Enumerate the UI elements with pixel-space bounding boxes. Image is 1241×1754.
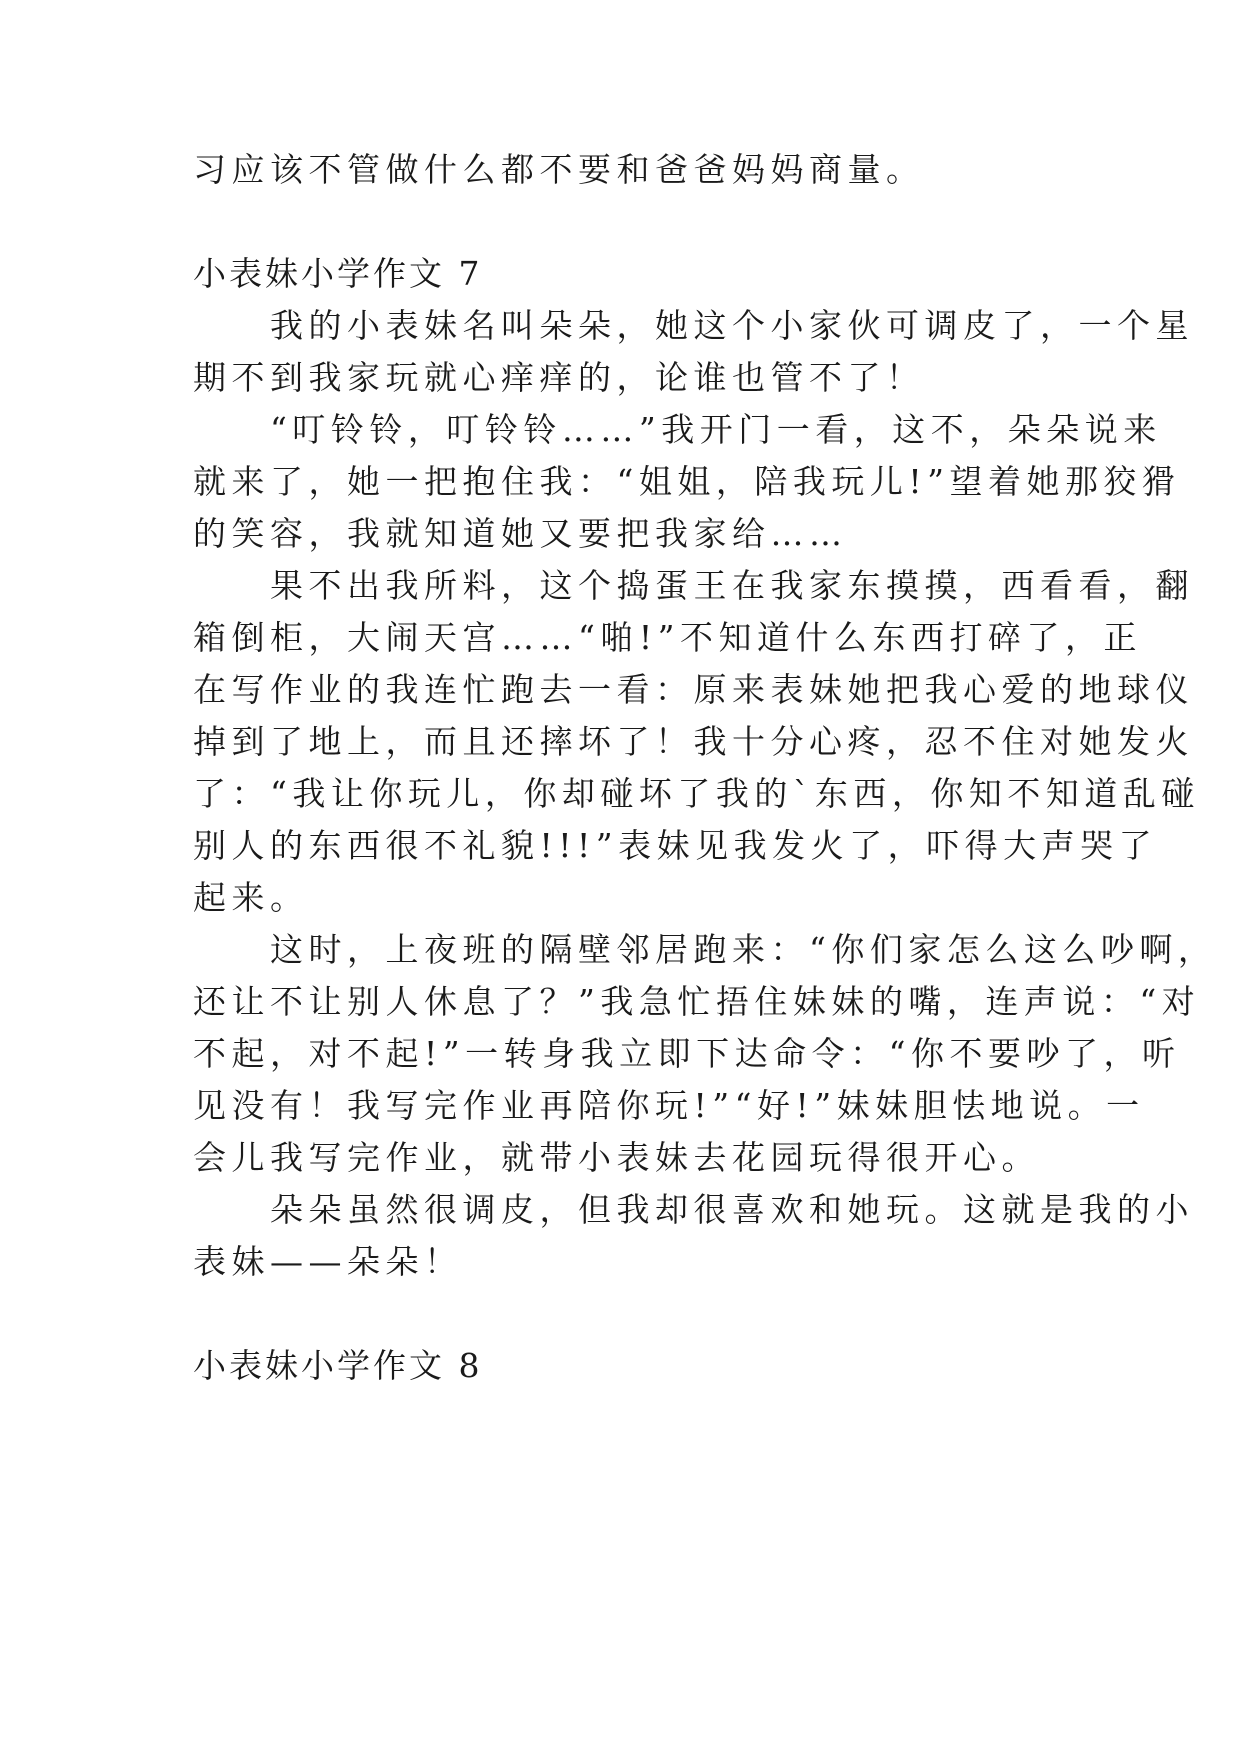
paragraph-line: 不起，对不起!”一转身我立即下达命令：“你不要吵了，听 [193, 1034, 1181, 1073]
paragraph-line: 果不出我所料，这个捣蛋王在我家东摸摸，西看看，翻 [193, 566, 1194, 605]
paragraph-line: 见没有！我写完作业再陪你玩!”“好!”妹妹胆怯地说。一 [193, 1086, 1145, 1125]
paragraph-line: 还让不让别人休息了？”我急忙捂住妹妹的嘴，连声说：“对 [193, 982, 1201, 1021]
section-heading: 小表妹小学作文 8 [193, 1346, 483, 1385]
section-heading: 小表妹小学作文 7 [193, 254, 483, 293]
paragraph-line: 就来了，她一把抱住我：“姐姐，陪我玩儿!”望着她那狡猾 [193, 462, 1181, 501]
paragraph-line: 在写作业的我连忙跑去一看：原来表妹她把我心爱的地球仪 [193, 670, 1194, 709]
paragraph-line: 别人的东西很不礼貌!!!”表妹见我发火了，吓得大声哭了 [193, 826, 1158, 865]
paragraph-line: 朵朵虽然很调皮，但我却很喜欢和她玩。这就是我的小 [193, 1190, 1194, 1229]
paragraph-line: 了：“我让你玩儿，你却碰坏了我的`东西，你知不知道乱碰 [193, 774, 1200, 813]
paragraph-line: 掉到了地上，而且还摔坏了！我十分心疼，忍不住对她发火 [193, 722, 1194, 761]
paragraph-line: 会儿我写完作业，就带小表妹去花园玩得很开心。 [193, 1138, 1040, 1177]
paragraph-line: 起来。 [193, 878, 309, 917]
paragraph-line: 表妹——朵朵！ [193, 1242, 463, 1281]
paragraph-line: 我的小表妹名叫朵朵，她这个小家伙可调皮了，一个星 [193, 306, 1194, 345]
paragraph-line: 箱倒柜，大闹天宫……“啪!”不知道什么东西打碎了，正 [193, 618, 1143, 657]
paragraph-line: 的笑容，我就知道她又要把我家给…… [193, 514, 848, 553]
paragraph-line: “叮铃铃，叮铃铃……”我开门一看，这不，朵朵说来 [193, 410, 1162, 449]
paragraph-line: 这时，上夜班的隔壁邻居跑来：“你们家怎么这么吵啊， [193, 930, 1217, 969]
paragraph-line: 习应该不管做什么都不要和爸爸妈妈商量。 [193, 150, 925, 189]
paragraph-line: 期不到我家玩就心痒痒的，论谁也管不了！ [193, 358, 925, 397]
